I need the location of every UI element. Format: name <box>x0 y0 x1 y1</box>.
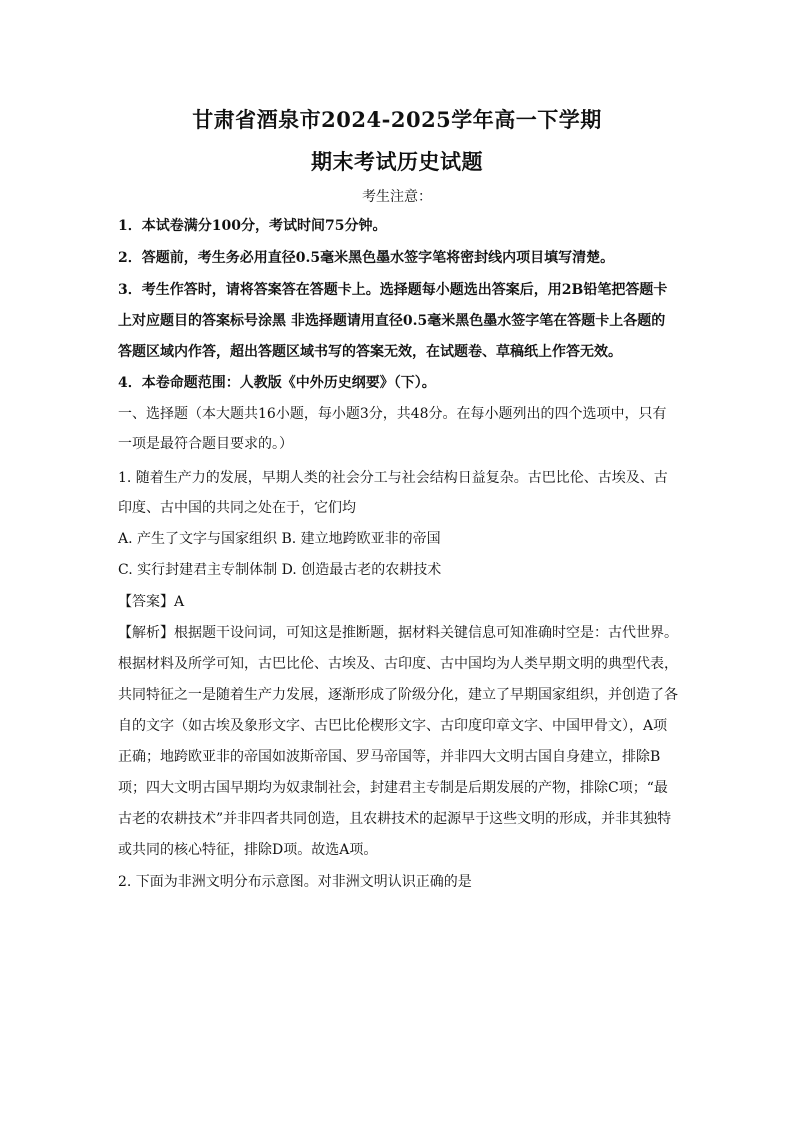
notice-item: 2．答题前，考生务必用直径0.5毫米黑色墨水签字笔将密封线内项目填写清楚。 <box>118 250 615 266</box>
analysis-line: 正确；地跨欧亚非的帝国如波斯帝国、罗马帝国等，并非四大文明古国自身建立，排除B <box>118 749 661 765</box>
analysis-line: 共同特征之一是随着生产力发展，逐渐形成了阶级分化，建立了早期国家组织，并创造了各 <box>118 687 678 703</box>
notice-item: 1．本试卷满分100分，考试时间75分钟。 <box>118 218 387 234</box>
exam-subtitle: 期末考试历史试题 <box>311 149 483 174</box>
question-1-options: C. 实行封建君主专制体制 D. 创造最古老的农耕技术 <box>118 562 442 578</box>
question-1-options: A. 产生了文字与国家组织 B. 建立地跨欧亚非的帝国 <box>118 531 441 547</box>
analysis-line: 【解析】根据题干设问词，可知这是推断题，据材料关键信息可知准确时空是：古代世界。 <box>118 625 678 641</box>
question-2-stem: 2. 下面为非洲文明分布示意图。对非洲文明认识正确的是 <box>118 874 472 890</box>
analysis-line: 项；四大文明古国早期均为奴隶制社会，封建君主专制是后期发展的产物，排除C项；“最 <box>118 780 668 796</box>
notice-item-continued: 上对应题目的答案标号涂黑 非选择题请用直径0.5毫米黑色墨水签字笔在答题卡上各题的 <box>118 313 666 329</box>
analysis-line: 根据材料及所学可知，古巴比伦、古埃及、古印度、古中国均为人类早期文明的典型代表， <box>118 656 678 672</box>
notice-item: 4．本卷命题范围：人教版《中外历史纲要》（下）。 <box>118 375 436 391</box>
notice-item-continued: 答题区域内作答，超出答题区域书写的答案无效，在试题卷、草稿纸上作答无效。 <box>118 344 622 360</box>
analysis-line: 或共同的核心特征，排除D项。故选A项。 <box>118 842 378 858</box>
section-heading: 一、选择题（本大题共16小题，每小题3分，共48分。在每小题列出的四个选项中，只有 <box>118 406 667 422</box>
question-1-stem-continued: 印度、古中国的共同之处在于，它们均 <box>118 500 356 516</box>
section-heading-continued: 一项是最符合题目要求的。） <box>118 436 293 452</box>
analysis-line: 古老的农耕技术”并非四者共同创造，且农耕技术的起源早于这些文明的形成，并非其独特 <box>118 811 672 827</box>
notice-heading: 考生注意： <box>362 189 432 205</box>
analysis-line: 自的文字（如古埃及象形文字、古巴比伦楔形文字、古印度印章文字、中国甲骨文），A项 <box>118 718 668 734</box>
answer-label: 【答案】A <box>118 594 185 610</box>
notice-item: 3．考生作答时，请将答案答在答题卡上。选择题每小题选出答案后，用2B铅笔把答题卡 <box>118 282 668 298</box>
question-1-stem: 1. 随着生产力的发展，早期人类的社会分工与社会结构日益复杂。古巴比伦、古埃及、古 <box>118 470 668 486</box>
exam-title: 甘肃省酒泉市2024-2025学年高一下学期 <box>192 107 602 132</box>
